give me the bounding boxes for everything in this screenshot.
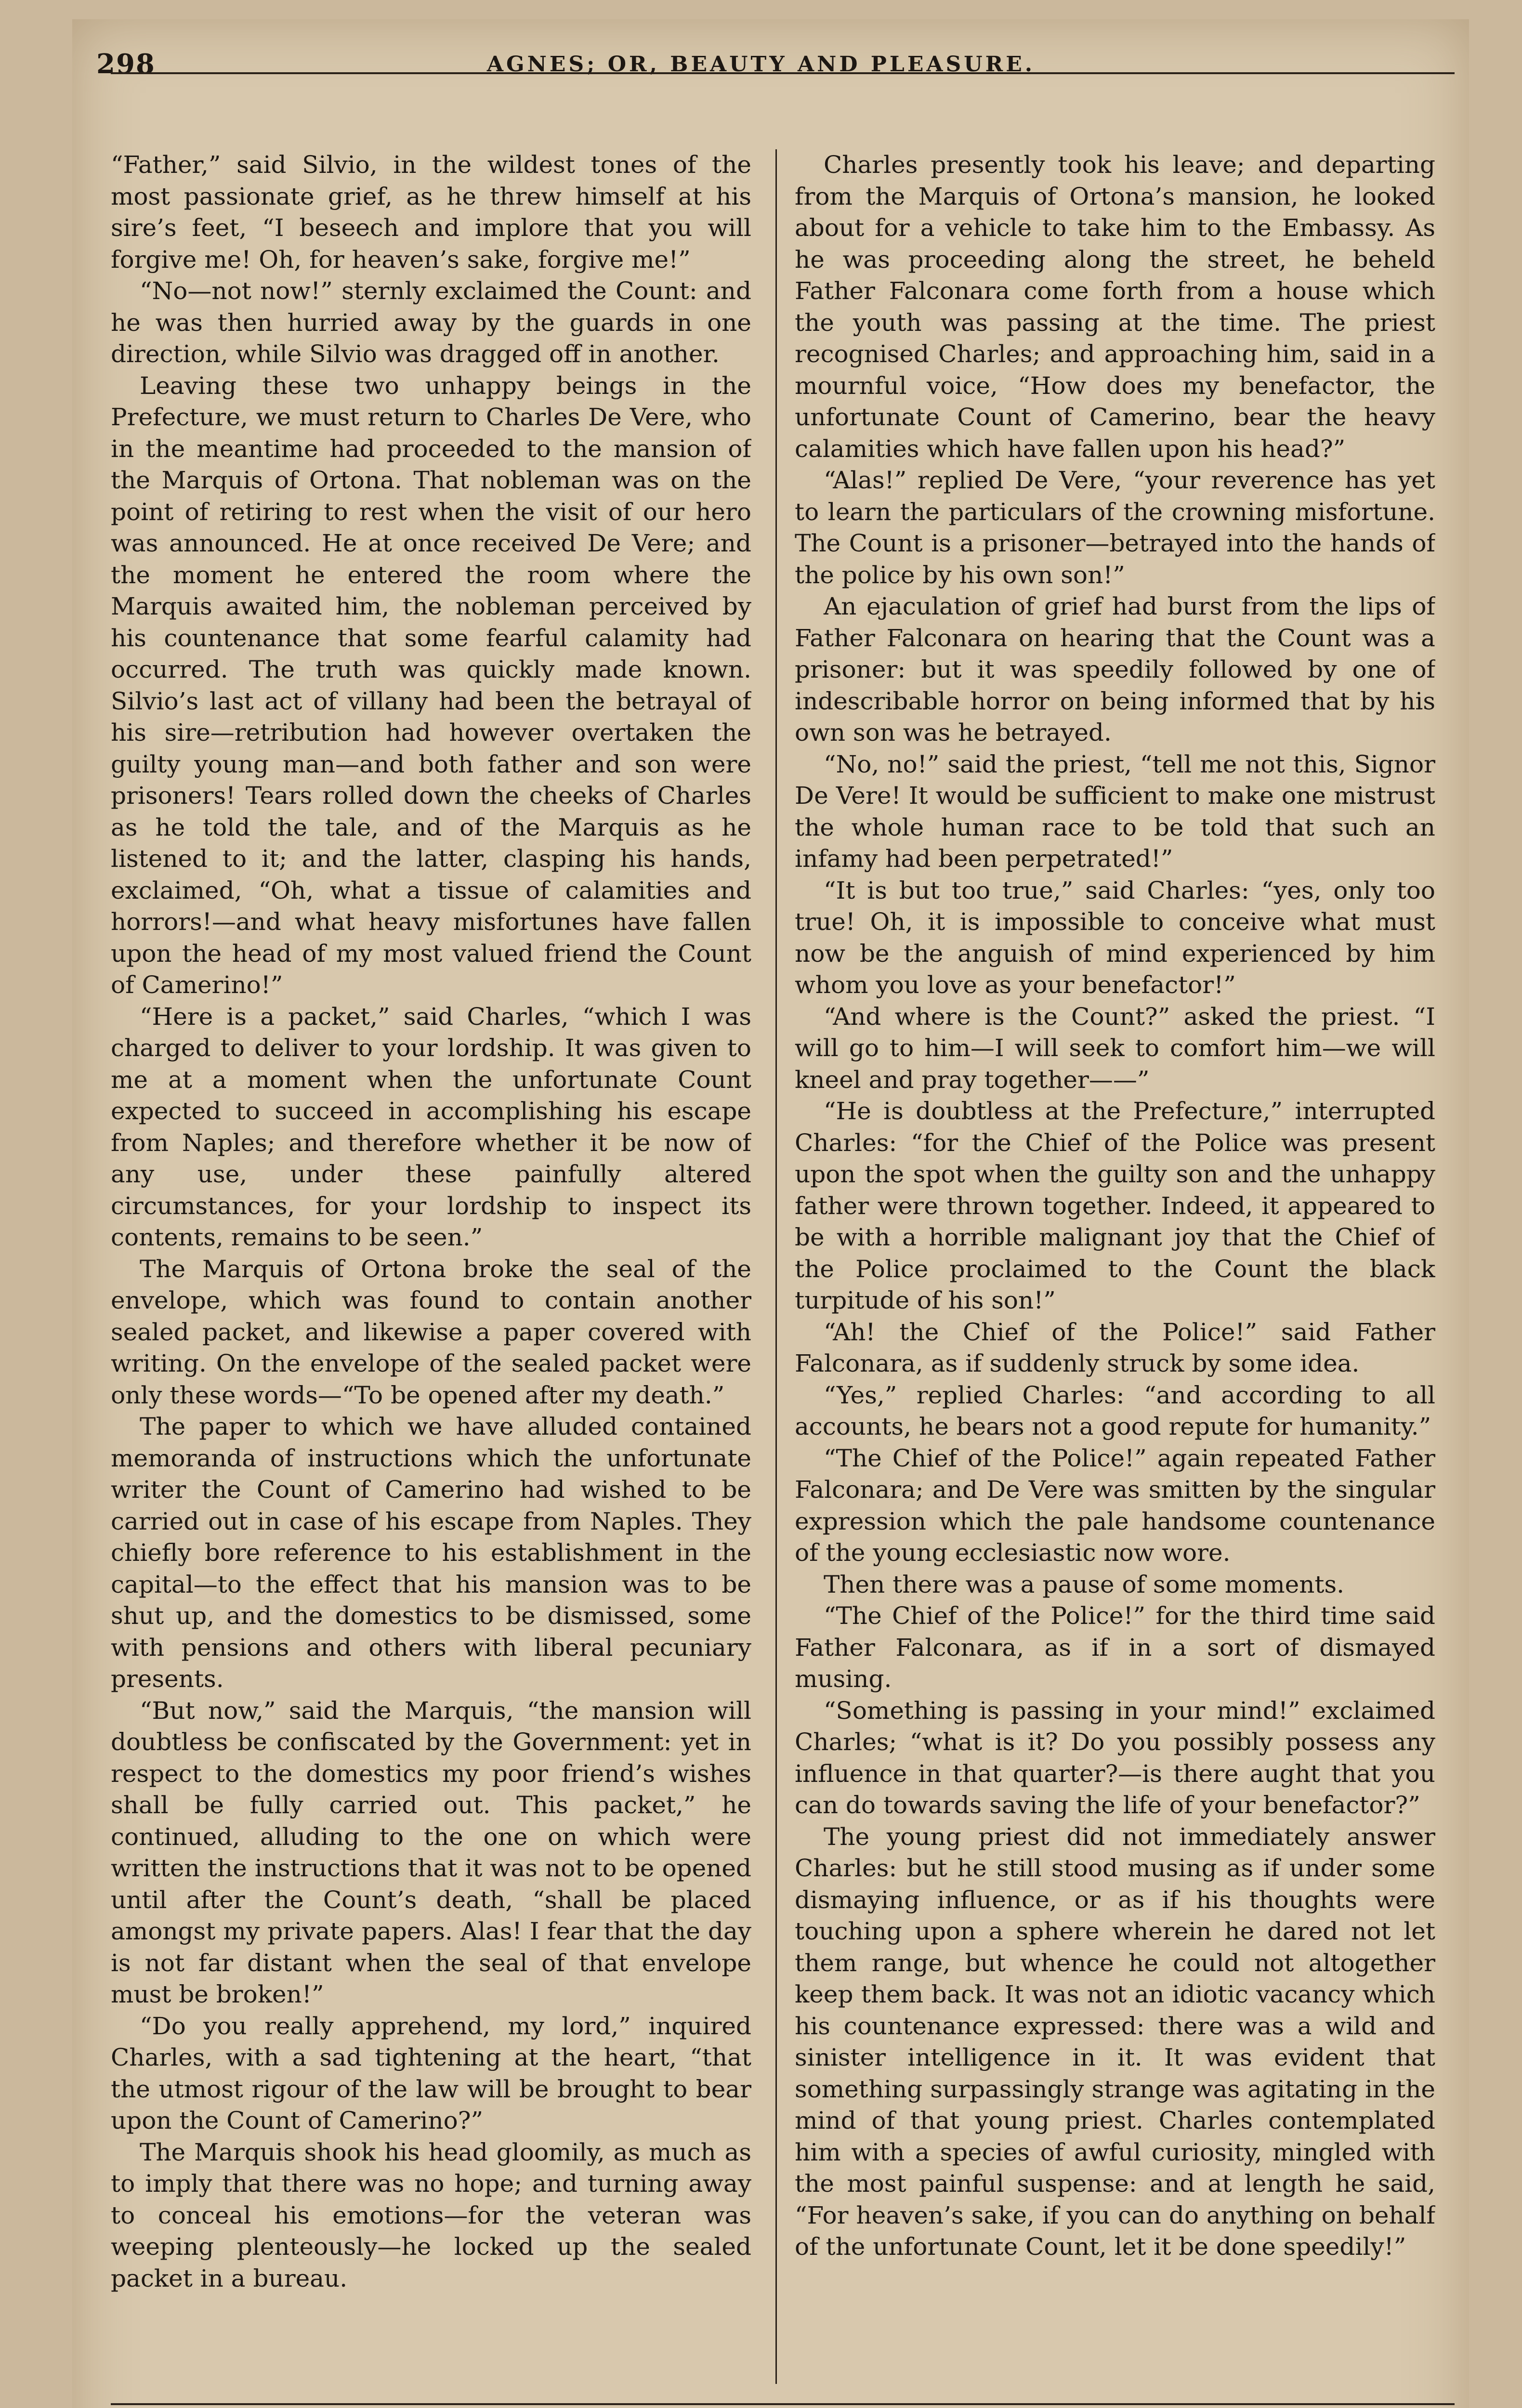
paragraph: “Ah! the Chief of the Police!” said Father Falconara, as if suddenly struck by some idea. bbox=[795, 1318, 1435, 1377]
header-rule bbox=[111, 72, 1455, 74]
left-column bbox=[111, 149, 751, 2345]
paragraph: “No, no!” said the priest, “tell me not this, Signor De Vere! It would be sufficient to make one mistrust the whole human race to be told that such an infamy had been perpetrated!” bbox=[795, 750, 1435, 873]
paragraph: “Alas!” replied De Vere, “your reverence has yet to learn the particulars of the crowning misfortune. The Count is a prisoner—betrayed into the hands of the police by his own son!” bbox=[795, 466, 1435, 589]
paragraph: “He is doubtless at the Prefecture,” interrupted Charles: “for the Chief of the Police was present upon the spot when the guilty son and the unhappy father were thrown together. Indeed, it appeared to be with a horrible malignant joy that the Chief of the Police proclaimed to the Count the black turpitude of his son!” bbox=[795, 1097, 1435, 1314]
paragraph: The Marquis of Ortona broke the seal of the envelope, which was found to contain another sealed packet, and likewise a paper covered with writing. On the envelope of the sealed packet were only these words—“To be opened after my death.” bbox=[111, 1255, 751, 1409]
paragraph: “It is but too true,” said Charles: “yes, only too true! Oh, it is impossible to conceive what must now be the anguish of mind experienced by him whom you love as your benefactor!” bbox=[795, 876, 1435, 999]
paragraph: “Here is a packet,” said Charles, “which I was charged to deliver to your lordship. It was given to me at a moment when the unfortunate Count expected to succeed in accomplishing his escape from Naples; and therefore whether it be now of any use, under these painfully altered circumstances, for your lordship to inspect its contents, remains to be seen.” bbox=[111, 1002, 751, 1251]
paragraph: “No—not now!” sternly exclaimed the Count: and he was then hurried away by the guards in one direction, while Silvio was dragged off in another. bbox=[111, 277, 751, 368]
paragraph: “Father,” said Silvio, in the wildest tones of the most passionate grief, as he threw himself at his sire’s feet, “I beseech and implore that you will forgive me! Oh, for heaven’s sake, forgive me!” bbox=[111, 151, 751, 274]
right-column bbox=[795, 149, 1435, 2345]
paragraph: “Yes,” replied Charles: “and according to all accounts, he bears not a good repute for humanity.” bbox=[795, 1381, 1435, 1440]
column-divider bbox=[775, 149, 777, 2384]
paragraph: “The Chief of the Police!” for the third time said Father Falconara, as if in a sort of dismayed musing. bbox=[795, 1602, 1435, 1693]
page-number: 298 bbox=[96, 48, 156, 80]
paragraph: “The Chief of the Police!” again repeated Father Falconara; and De Vere was smitten by the singular expression which the pale handsome countenance of the young ecclesiastic now wore. bbox=[795, 1444, 1435, 1567]
paragraph: “Do you really apprehend, my lord,” inquired Charles, with a sad tightening at the heart, “that the utmost rigour of the law will be brought to bear upon the Count of Camerino?” bbox=[111, 2012, 751, 2134]
running-head: AGNES; OR, BEAUTY AND PLEASURE. bbox=[486, 52, 1036, 77]
paragraph: “But now,” said the Marquis, “the mansion will doubtless be confiscated by the Government: yet in respect to the domestics my poor friend’s wishes shall be fully carried out. This packet,” he continued, alluding to the one on which were written the instructions that it was not to be opened until after the Count’s death, “shall be placed amongst my private papers. Alas! I fear that the day is not far distant when the seal of that envelope must be broken!” bbox=[111, 1696, 751, 2008]
paragraph: The Marquis shook his head gloomily, as much as to imply that there was no hope; and turning away to conceal his emotions—for the veteran was weeping plenteously—he locked up the sealed packet in a bureau. bbox=[111, 2138, 751, 2292]
paragraph: Charles presently took his leave; and departing from the Marquis of Ortona’s mansion, he looked about for a vehicle to take him to the Embassy. As he was proceeding along the street, he beheld Father Falconara come forth from a house which the youth was passing at the time. The priest recognised Charles; and approaching him, said in a mournful voice, “How does my benefactor, the unfortunate Count of Camerino, bear the heavy calamities which have fallen upon his head?” bbox=[795, 151, 1435, 463]
paragraph: “Something is passing in your mind!” exclaimed Charles; “what is it? Do you possibly possess any influence in that quarter?—is there aught that you can do towards saving the life of your benefactor?” bbox=[795, 1696, 1435, 1819]
footer-rule bbox=[111, 2403, 1455, 2405]
paragraph: An ejaculation of grief had burst from the lips of Father Falconara on hearing that the Count was a prisoner: but it was speedily followed by one of indescribable horror on being informed that by his own son was he betrayed. bbox=[795, 592, 1435, 746]
paragraph: Leaving these two unhappy beings in the Prefecture, we must return to Charles De Vere, who in the meantime had proceeded to the mansion of the Marquis of Ortona. That nobleman was on the point of retiring to rest when the visit of our hero was announced. He at once received De Vere; and the moment he entered the room where the Marquis awaited him, the nobleman perceived by his countenance that some fearful calamity had occurred. The truth was quickly made known. Silvio’s last act of villany had been the betrayal of his sire—retribution had however overtaken the guilty young man—and both father and son were prisoners! Tears rolled down the cheeks of Charles as he told the tale, and of the Marquis as he listened to it; and the latter, clasping his hands, exclaimed, “Oh, what a tissue of calamities and horrors!—and what heavy misfortunes have fallen upon the head of my most valued friend the Count of Camerino!” bbox=[111, 371, 751, 999]
paragraph: “And where is the Count?” asked the priest. “I will go to him—I will seek to comfort him—we will kneel and pray together——” bbox=[795, 1002, 1435, 1094]
paragraph: Then there was a pause of some moments. bbox=[824, 1570, 1345, 1598]
paragraph: The young priest did not immediately answer Charles: but he still stood musing as if under some dismaying influence, or as if his thoughts were touching upon a sphere wherein he dared not let them range, but whence he could not altogether keep them back. It was not an idiotic vacancy which his countenance expressed: there was a wild and sinister intelligence in it. It was evident that something surpassingly strange was agitating in the mind of that young priest. Charles contemplated him with a species of awful curiosity, mingled with the most painful suspense: and at length he said, “For heaven’s sake, if you can do anything on behalf of the unfortunate Count, let it be done speedily!” bbox=[795, 1822, 1435, 2261]
paragraph: The paper to which we have alluded contained memoranda of instructions which the unfortunate writer the Count of Camerino had wished to be carried out in case of his escape from Naples. They chiefly bore reference to his establishment in the capital—to the effect that his mansion was to be shut up, and the domestics to be dismissed, some with pensions and others with liberal pecuniary presents. bbox=[111, 1413, 751, 1693]
